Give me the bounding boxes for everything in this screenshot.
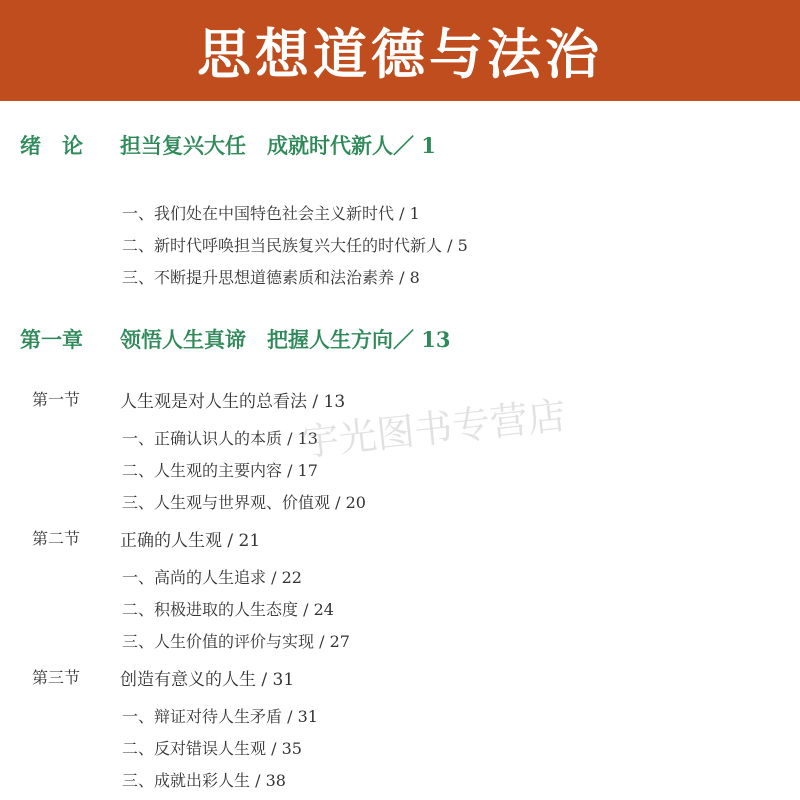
toc-item: 二、积极进取的人生态度 / 24 <box>122 600 334 619</box>
chapter-label: 第一章 <box>20 327 83 352</box>
toc-item: 二、新时代呼唤担当民族复兴大任的时代新人 / 5 <box>122 236 468 255</box>
intro-label: 绪 论 <box>20 133 83 158</box>
toc-item: 一、我们处在中国特色社会主义新时代 / 1 <box>122 204 420 223</box>
toc-item: 二、人生观的主要内容 / 17 <box>122 461 318 480</box>
toc-item: 一、高尚的人生追求 / 22 <box>122 568 302 587</box>
toc-item: 三、人生价值的评价与实现 / 27 <box>122 632 350 651</box>
toc-item: 二、反对错误人生观 / 35 <box>122 739 302 758</box>
page-title: 思想道德与法治 <box>197 23 603 86</box>
toc-item: 一、辩证对待人生矛盾 / 31 <box>122 707 318 726</box>
toc-item: 三、成就出彩人生 / 38 <box>122 771 286 790</box>
section-label: 第三节 <box>32 668 81 687</box>
section-title: 正确的人生观 / 21 <box>120 531 261 551</box>
section-label: 第二节 <box>32 529 81 548</box>
chapter-title: 领悟人生真谛 把握人生方向／ 13 <box>120 327 451 352</box>
toc-item: 三、人生观与世界观、价值观 / 20 <box>122 493 366 512</box>
header-banner <box>0 0 800 101</box>
toc-item: 三、不断提升思想道德素质和法治素养 / 8 <box>122 268 420 287</box>
section-label: 第一节 <box>32 390 81 409</box>
intro-title: 担当复兴大任 成就时代新人／ 1 <box>120 133 436 158</box>
watermark: 宇光图书专营店 <box>298 393 568 465</box>
section-title: 创造有意义的人生 / 31 <box>120 670 295 690</box>
toc-item: 一、正确认识人的本质 / 13 <box>122 429 318 448</box>
section-title: 人生观是对人生的总看法 / 13 <box>120 392 346 412</box>
